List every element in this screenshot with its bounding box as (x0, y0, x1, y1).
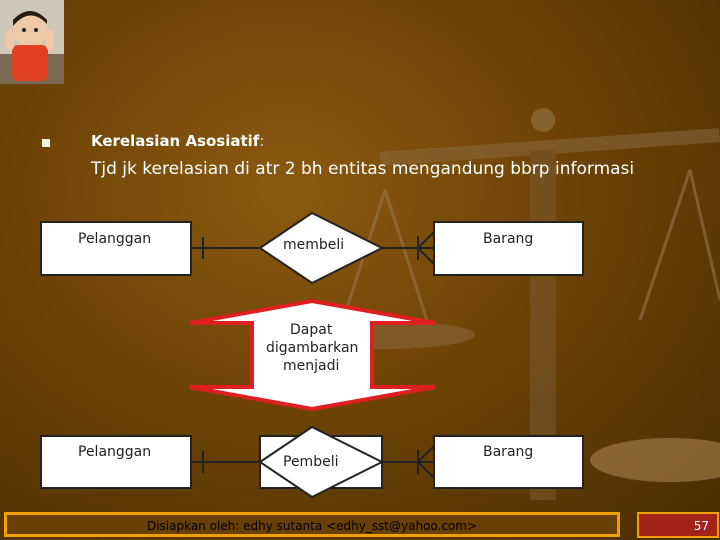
crowfoot-right-top-b (418, 248, 434, 264)
crowfoot-right-bottom-b (418, 462, 434, 478)
crowfoot-right-bottom-a (418, 446, 434, 462)
bottom-er-diagram (41, 427, 583, 497)
slide-subtitle: Tjd jk kerelasian di atr 2 bh entitas mengandung bbrp informasi (91, 159, 635, 179)
top-er-diagram (41, 213, 583, 283)
page-number: 57 (693, 519, 709, 533)
entity-label-pelanggan-bottom: Pelanggan (78, 444, 152, 460)
entity-box-pelanggan-top (41, 222, 191, 275)
arrow-note-line1: Dapat (290, 322, 333, 338)
heading-text: Kerelasian Asosiatif (91, 132, 260, 150)
arrow-note-line2: digambarkan (266, 340, 359, 356)
relationship-label-membeli: membeli (283, 237, 345, 253)
entity-label-barang-top: Barang (483, 231, 534, 247)
footer-credit-text: Disiapkan oleh: edhy sutanta <edhy_sst@yahoo.com> (146, 519, 478, 533)
associative-label-pembeli: Pembeli (283, 454, 339, 470)
arrow-note-line3: menjadi (283, 358, 340, 374)
entity-label-barang-bottom: Barang (483, 444, 534, 460)
entity-label-pelanggan-top: Pelanggan (78, 231, 152, 247)
transform-arrow (190, 300, 435, 410)
crowfoot-right-top-a (418, 232, 434, 248)
page-number-box (637, 512, 719, 538)
heading-colon: : (259, 132, 265, 150)
entity-box-barang-top (434, 222, 583, 275)
footer-credit-bar (4, 512, 620, 537)
